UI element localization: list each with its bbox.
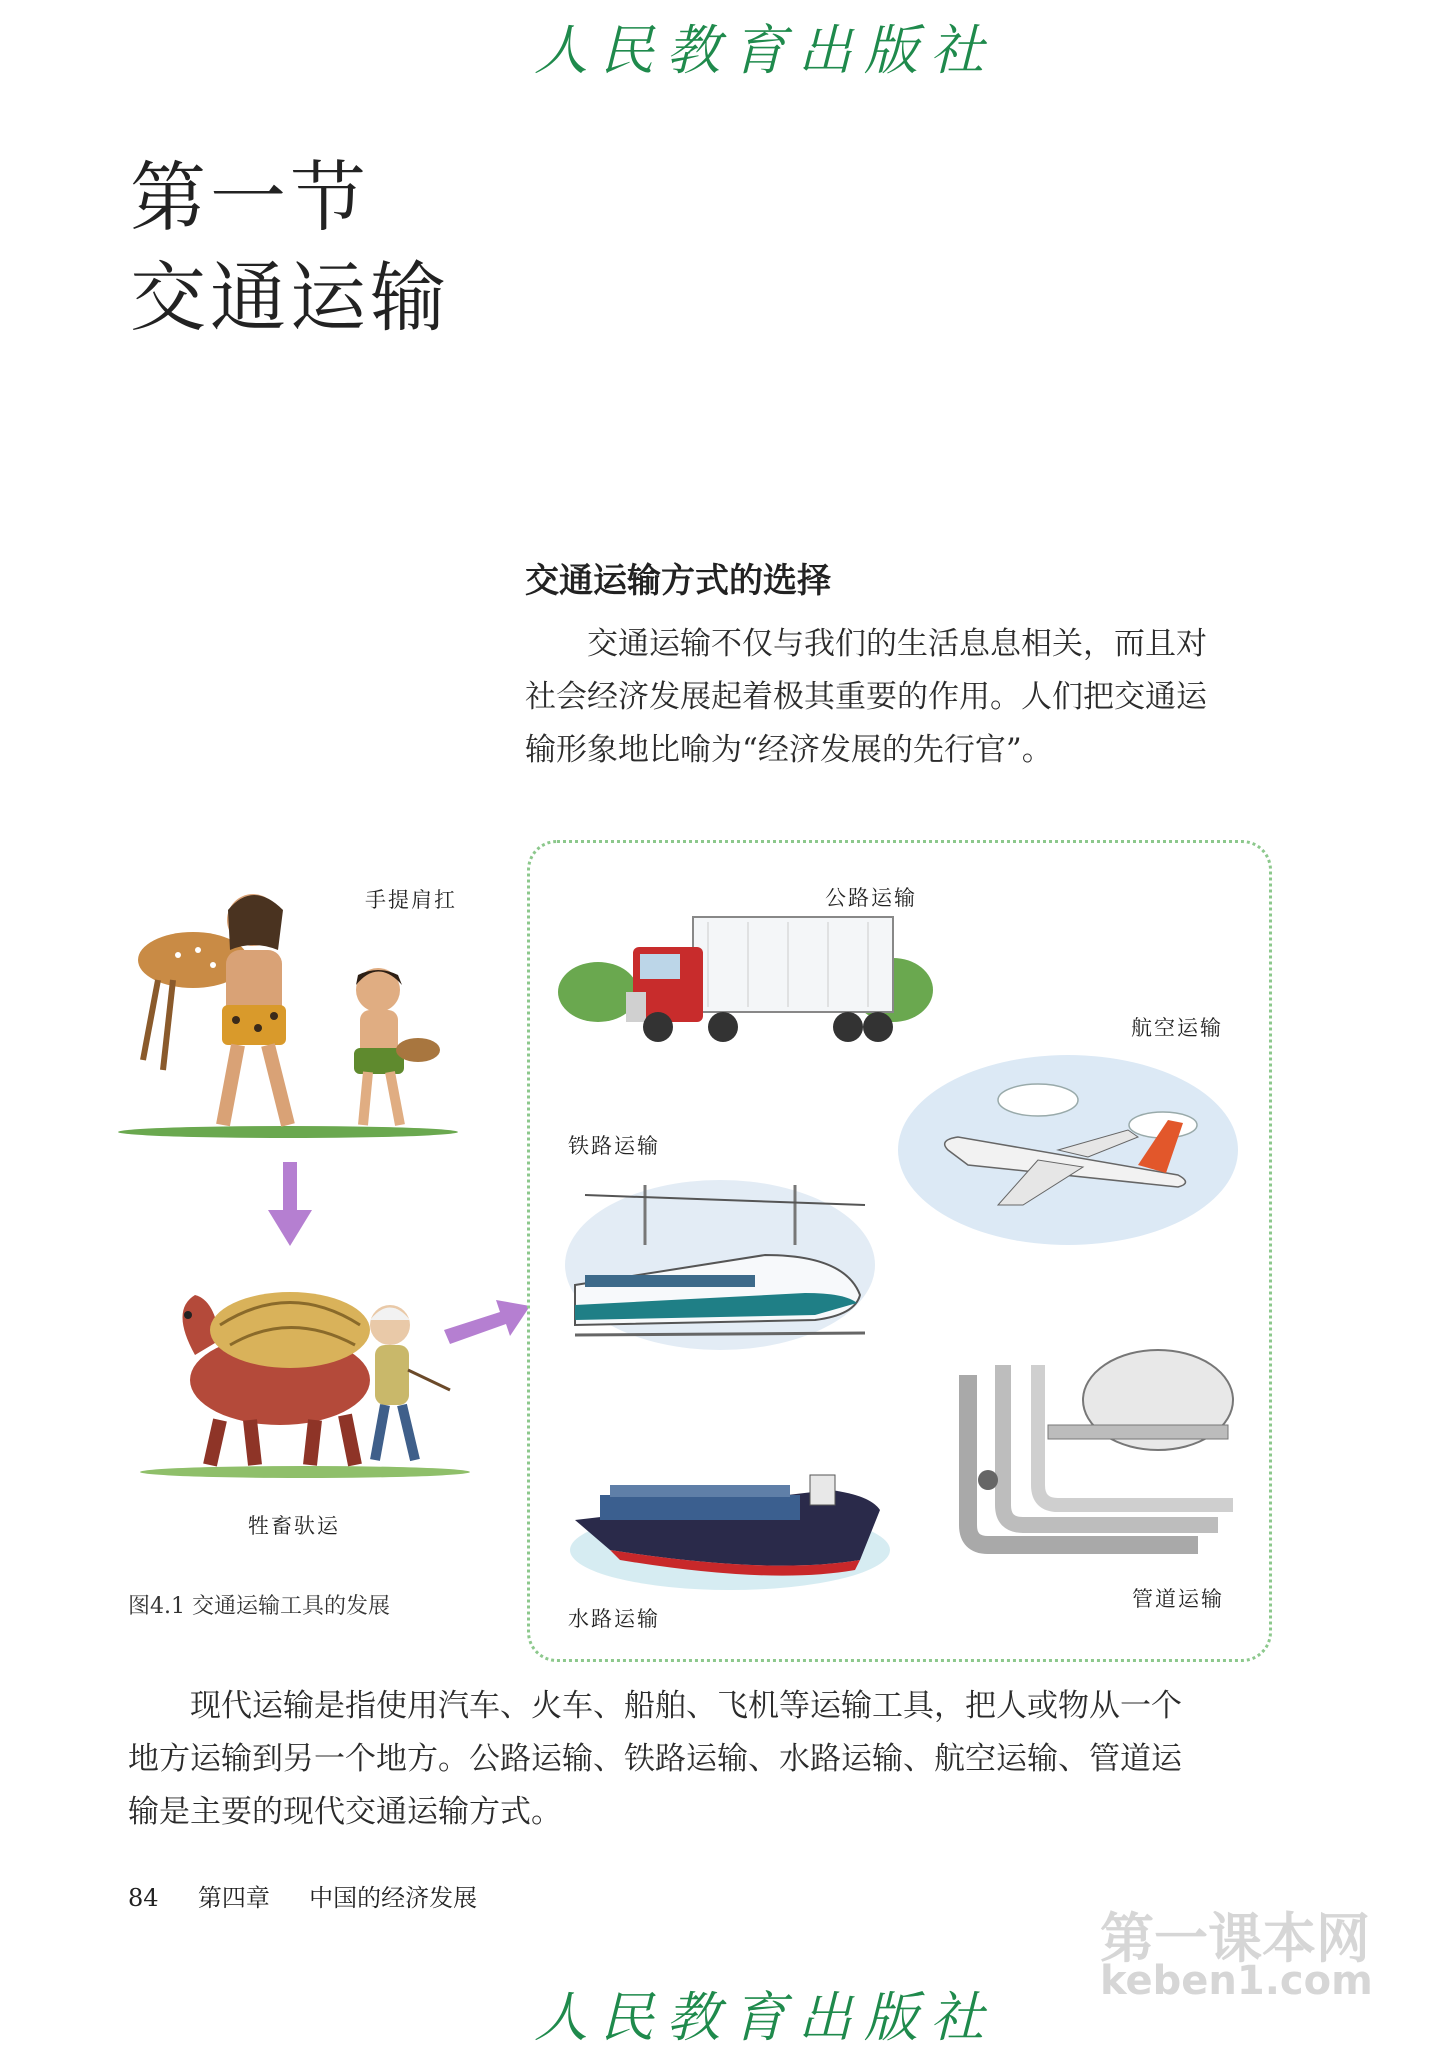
- right-arrow-icon: [444, 1292, 530, 1344]
- label-road: 公路运输: [825, 886, 917, 910]
- page-number: 84: [128, 1884, 159, 1912]
- intro-line: 交通运输不仅与我们的生活息息相关，而且对: [587, 626, 1207, 662]
- label-pipeline: 管道运输: [1132, 1587, 1224, 1611]
- section-number: 第一节: [130, 153, 370, 242]
- body-line: 地方运输到另一个地方。公路运输、铁路运输、水路运输、航空运输、管道运: [128, 1741, 1182, 1777]
- animal-transport-illustration: [140, 1270, 470, 1480]
- label-air: 航空运输: [1131, 1016, 1223, 1040]
- truck-illustration: [548, 912, 938, 1047]
- body-line: 现代运输是指使用汽车、火车、船舶、飞机等运输工具，把人或物从一个: [190, 1688, 1182, 1724]
- page-title: 交通运输: [130, 253, 450, 342]
- intro-line: 输形象地比喻为“经济发展的先行官”。: [525, 732, 1053, 768]
- intro-paragraph: [525, 618, 1275, 777]
- airplane-illustration: [898, 1055, 1238, 1245]
- train-illustration: [565, 1175, 875, 1350]
- body-paragraph: [128, 1680, 1278, 1839]
- label-water: 水路运输: [568, 1607, 660, 1631]
- footer-chapter: 第四章: [197, 1884, 270, 1912]
- publisher-logo-top: 人民教育出版社: [534, 19, 996, 82]
- pipeline-illustration: [948, 1345, 1238, 1565]
- intro-line: 社会经济发展起着极其重要的作用。人们把交通运: [525, 679, 1207, 715]
- watermark-url: keben1.com: [1100, 1958, 1373, 2004]
- figure-caption: 图4.1 交通运输工具的发展: [128, 1594, 390, 1619]
- label-rail: 铁路运输: [568, 1134, 660, 1158]
- label-animal: 牲畜驮运: [248, 1514, 340, 1538]
- page-footer: [128, 1878, 477, 1913]
- watermark-title: 第一课本网: [1100, 1907, 1370, 1970]
- down-arrow-icon: [268, 1162, 312, 1246]
- body-line: 输是主要的现代交通运输方式。: [128, 1794, 562, 1830]
- label-carry: 手提肩扛: [365, 888, 457, 912]
- publisher-logo-bottom: 人民教育出版社: [534, 1986, 996, 2049]
- section-heading: 交通运输方式的选择: [525, 561, 831, 601]
- carry-illustration: [118, 880, 468, 1140]
- footer-chapter-title: 中国的经济发展: [309, 1884, 478, 1912]
- ship-illustration: [570, 1440, 890, 1590]
